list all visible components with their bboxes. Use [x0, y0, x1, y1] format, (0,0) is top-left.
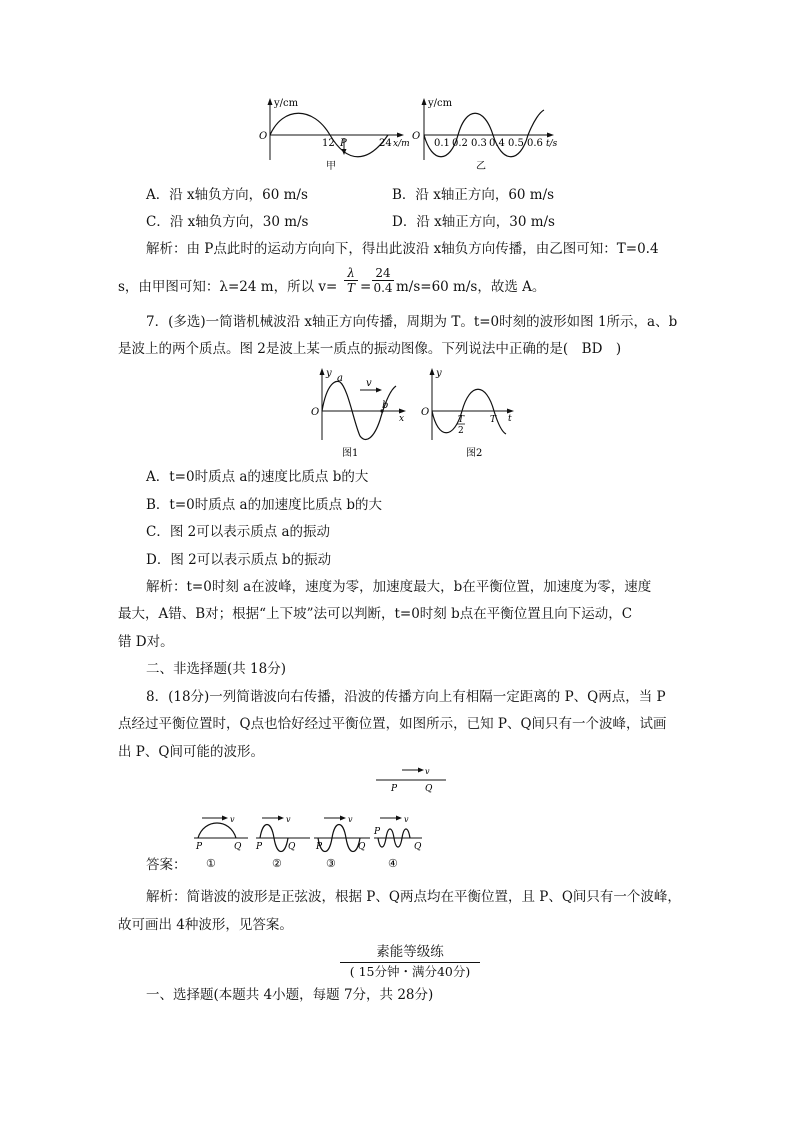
q8-answer-label: 答案：: [146, 857, 187, 873]
fig2-caption: 图2: [466, 448, 483, 459]
q7-stem-line1: 7．(多选)一简谐机械波沿 x轴正方向传播，周期为 T。t=0时刻的波形如图 1所示，a、b: [146, 314, 678, 330]
jia-point-p: P: [340, 138, 347, 149]
yi-xlabel: t/s: [546, 139, 558, 149]
frac2-denominator: 0.4: [373, 281, 393, 295]
wave4-v: v: [404, 815, 409, 824]
wave4-p: P: [374, 827, 381, 837]
fig1-v: v: [366, 378, 372, 389]
wave4-q: Q: [414, 842, 422, 852]
frac2-numerator: 24: [372, 266, 394, 281]
figure-yi: [410, 98, 570, 173]
answer-wave-4: [372, 812, 434, 872]
wave3-p: P: [316, 842, 323, 852]
figure-7-2: [420, 368, 520, 463]
wave2-q: Q: [288, 842, 296, 852]
figure-7-1: [310, 368, 410, 463]
practice-subtitle: ( 15分钟・满分40分): [349, 964, 471, 979]
jia-tick-24: 24: [379, 138, 392, 149]
fig1-y: y: [326, 368, 332, 379]
q6-analysis-line2b: m/s=60 m/s，故选 A。: [396, 279, 546, 295]
fig2-origin: O: [421, 407, 430, 418]
jia-xlabel: x/m: [393, 139, 410, 149]
answer-wave-3: [312, 812, 374, 872]
wave3-number: ③: [326, 857, 336, 870]
q7-option-b: B．t=0时质点 a的加速度比质点 b的大: [146, 497, 383, 513]
fig2-y: y: [436, 368, 442, 379]
fig2-t-axis: t: [508, 414, 512, 424]
wave2-v: v: [286, 815, 291, 824]
fig1-point-b: b: [382, 400, 389, 411]
section-2-heading: 二、非选择题(共 18分): [146, 661, 287, 677]
wave3-q: Q: [358, 842, 366, 852]
frac1-numerator: λ: [344, 266, 358, 281]
wave3-v: v: [348, 815, 353, 824]
q8-analysis-line2: 故可画出 4种波形，见答案。: [118, 917, 293, 933]
figure-jia: [258, 98, 408, 173]
q8-fig-q: Q: [425, 784, 433, 794]
q8-stem-line3: 出 P、Q间可能的波形。: [118, 744, 264, 760]
answer-wave-1: [192, 812, 254, 872]
q8-figure: [374, 766, 454, 796]
wave1-p: P: [196, 842, 203, 852]
wave2-number: ②: [272, 857, 282, 870]
q6-option-a: A．沿 x轴负方向，60 m/s: [146, 187, 308, 203]
yi-tick-3: 0.3: [471, 138, 487, 149]
q8-analysis-line1: 解析：简谐波的波形是正弦波，根据 P、Q两点均在平衡位置，且 P、Q间只有一个波峰，: [146, 889, 681, 905]
jia-tick-12: 12: [322, 138, 335, 149]
q8-stem-line2: 点经过平衡位置时，Q点也恰好经过平衡位置，如图所示，已知 P、Q间只有一个波峰，试画: [118, 716, 667, 732]
yi-caption: 乙: [476, 161, 486, 172]
q6-option-b: B．沿 x轴正方向，60 m/s: [392, 187, 555, 203]
fig2-half-t-num: T: [458, 415, 465, 425]
fig1-x: x: [399, 414, 405, 424]
fig2-half-t-den: 2: [458, 426, 464, 436]
q7-analysis-line2: 最大，A错、B对；根据“上下坡”法可以判断，t=0时刻 b点在平衡位置且向下运动，C: [118, 606, 633, 622]
wave4-number: ④: [388, 857, 398, 870]
frac1-denominator: T: [346, 281, 355, 295]
yi-ylabel: y/cm: [428, 98, 453, 109]
yi-tick-1: 0.1: [434, 138, 450, 149]
q6-analysis-line1: 解析：由 P点此时的运动方向向下，得出此波沿 x轴负方向传播，由乙图可知：T=0.4: [146, 241, 659, 257]
q7-option-c: C．图 2可以表示质点 a的振动: [146, 524, 331, 540]
yi-tick-6: 0.6: [527, 138, 543, 149]
answer-wave-2: [254, 812, 316, 872]
q8-fig-v: v: [425, 767, 430, 776]
q7-stem-line2: 是波上的两个质点。图 2是波上某一质点的振动图像。下列说法中正确的是( BD ): [118, 341, 622, 357]
q7-option-a: A．t=0时质点 a的速度比质点 b的大: [146, 469, 369, 485]
wave1-q: Q: [234, 842, 242, 852]
frac-lambda-over-t: [344, 266, 358, 295]
yi-tick-2: 0.2: [452, 138, 468, 149]
wave2-p: P: [256, 842, 263, 852]
q8-fig-p: P: [391, 784, 398, 794]
q6-option-d: D．沿 x轴正方向，30 m/s: [392, 214, 555, 230]
fig1-caption: 图1: [342, 448, 359, 459]
jia-origin: O: [259, 131, 268, 142]
wave1-number: ①: [206, 857, 216, 870]
q7-option-d: D．图 2可以表示质点 b的振动: [146, 552, 332, 568]
equals-sign: =: [360, 279, 372, 295]
q8-stem-line1: 8．(18分)一列简谐波向右传播，沿波的传播方向上有相隔一定距离的 P、Q两点，当 P: [146, 689, 666, 705]
q7-analysis-line3: 错 D对。: [118, 634, 174, 650]
frac-24-over-04: [372, 266, 394, 295]
jia-caption: 甲: [326, 161, 336, 172]
jia-ylabel: y/cm: [274, 98, 299, 109]
wave1-v: v: [230, 815, 235, 824]
q6-option-c: C．沿 x轴负方向，30 m/s: [146, 214, 309, 230]
fig1-origin: O: [311, 407, 320, 418]
section-1-heading: 一、选择题(本题共 4小题，每题 7分，共 28分): [146, 987, 434, 1003]
practice-title: 素能等级练: [340, 940, 480, 963]
fig1-point-a: a: [337, 373, 343, 384]
q7-analysis-line1: 解析：t=0时刻 a在波峰，速度为零，加速度最大，b在平衡位置，加速度为零，速度: [146, 579, 652, 595]
yi-tick-4: 0.4: [489, 138, 505, 149]
fig2-t-period: T: [490, 415, 497, 425]
q6-analysis-line2a: s，由甲图可知：λ=24 m，所以 v=: [118, 279, 338, 295]
yi-origin: O: [412, 131, 421, 142]
yi-tick-5: 0.5: [508, 138, 524, 149]
